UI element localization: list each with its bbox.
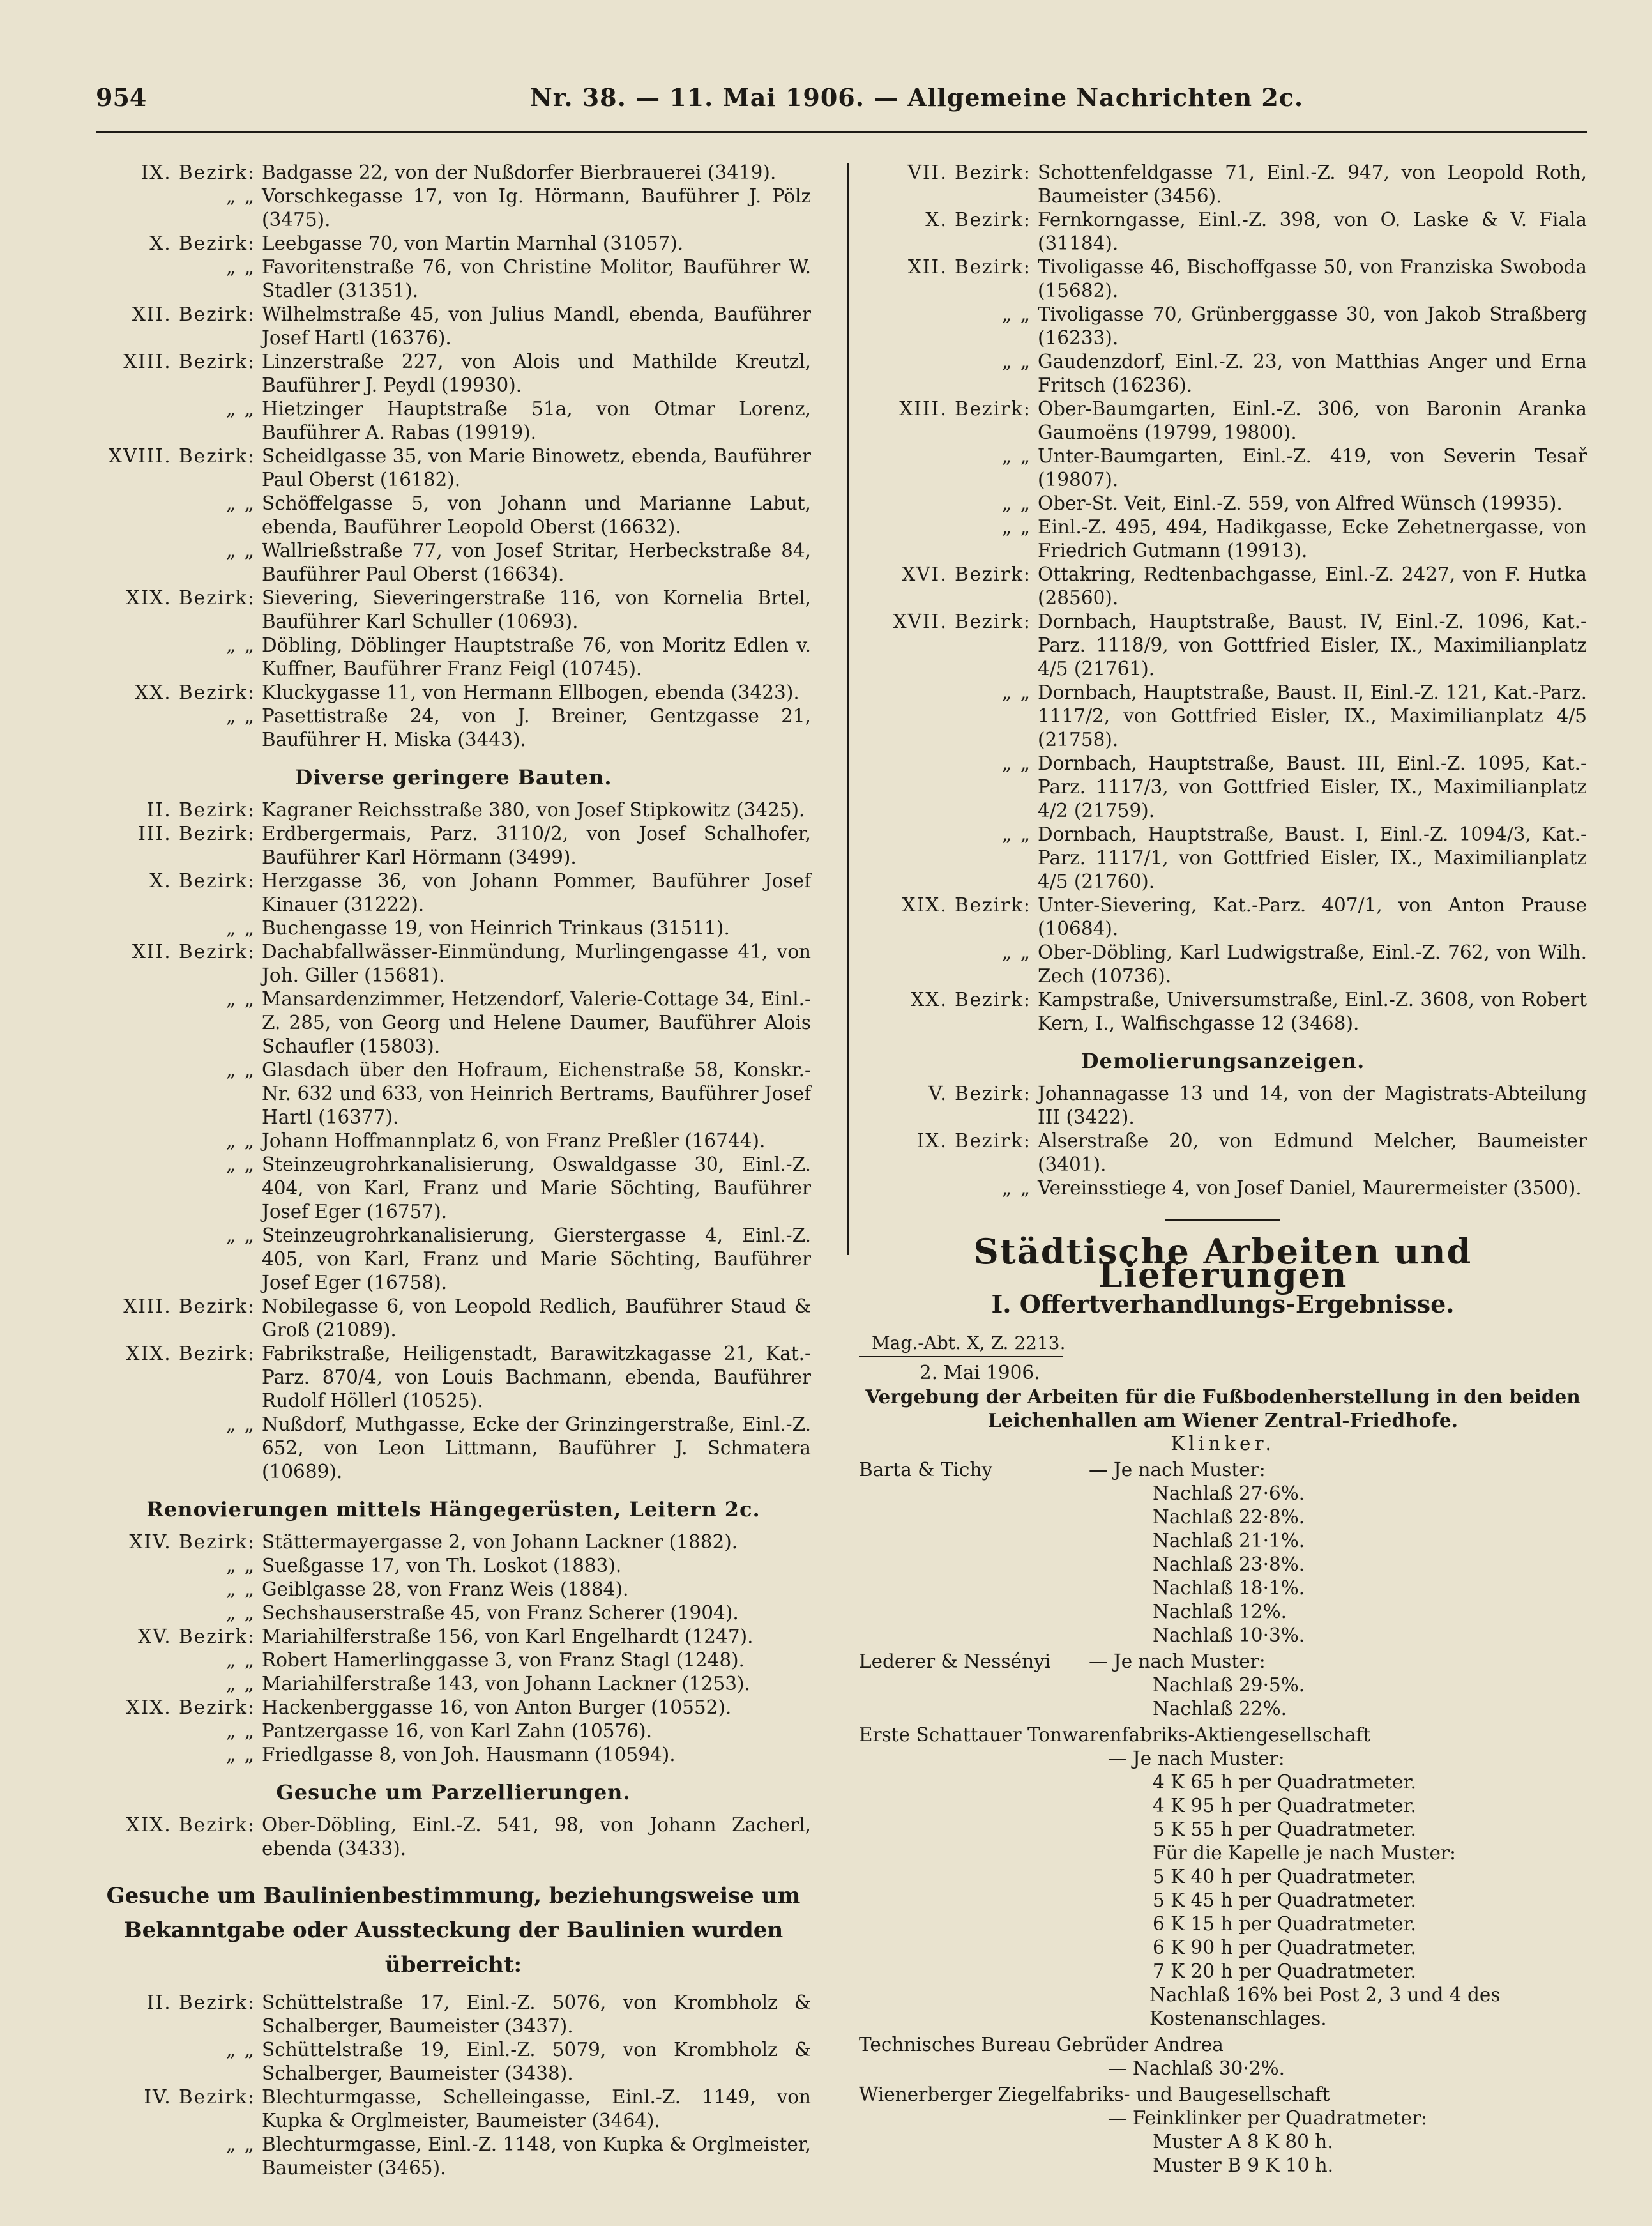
list-item: XVIII. Bezirk: Scheidlgasse 35, von Marie Binowetz, ebenda, Bauführer Paul Oberst (16182). bbox=[108, 445, 811, 491]
bidder bbox=[859, 1458, 1587, 1482]
section-heading: Diverse geringere Bauten. bbox=[294, 765, 612, 789]
offer-line: Nachlaß 22·8%. bbox=[1153, 1506, 1305, 1528]
offer-line: Nachlaß 22%. bbox=[1153, 1698, 1287, 1719]
list-item: „ „ Tivoligasse 70, Grünberggasse 30, von Jakob Straßberg (16233). bbox=[1002, 303, 1587, 349]
bidder-name: Lederer & Nessényi bbox=[859, 1650, 1051, 1672]
section-heading: Gesuche um Baulinienbestimmung, beziehungsweise um Bekanntgabe oder Aussteckung der Baulinien wurden überreicht: bbox=[106, 1883, 801, 1978]
list-item: „ „ Sechshauserstraße 45, von Franz Scherer (1904). bbox=[226, 1602, 739, 1624]
list-item: XIX. Bezirk: Hackenberggasse 16, von Anton Burger (10552). bbox=[126, 1696, 732, 1718]
offer-line: 5 K 40 h per Quadratmeter. bbox=[1153, 1866, 1416, 1887]
offer-line: 5 K 45 h per Quadratmeter. bbox=[1153, 1889, 1416, 1911]
divider bbox=[859, 1356, 1063, 1357]
offer-line: 7 K 20 h per Quadratmeter. bbox=[1153, 1960, 1416, 1982]
list-item: XIV. Bezirk: Stättermayergasse 2, von Johann Lackner (1882). bbox=[129, 1531, 738, 1553]
section-heading: Demolierungsanzeigen. bbox=[1080, 1049, 1365, 1073]
offer-line: Nachlaß 29·5%. bbox=[1153, 1674, 1305, 1696]
list-item: „ „ Mansardenzimmer, Hetzendorf, Valerie-Cottage 34, Einl.-Z. 285, von Georg und Helene Daumer, Bauführer Alois Schaufler (15803). bbox=[226, 988, 811, 1057]
list-item: XX. Bezirk: Kluckygasse 11, von Hermann Ellbogen, ebenda (3423). bbox=[135, 682, 799, 703]
list-item: „ „ Dornbach, Hauptstraße, Baust. I, Einl.-Z. 1094/3, Kat.-Parz. 1117/1, von Gottfried Eisler, IX., Maximilianplatz 4/5 (21760). bbox=[1002, 823, 1587, 892]
offer-line: Muster B 9 K 10 h. bbox=[1153, 2154, 1334, 2176]
offer-line: Für die Kapelle je nach Muster: bbox=[1153, 1842, 1456, 1864]
list-item: „ „ Johann Hoffmannplatz 6, von Franz Preßler (16744). bbox=[226, 1130, 766, 1152]
list-item: „ „ Favoritenstraße 76, von Christine Molitor, Bauführer W. Stadler (31351). bbox=[226, 256, 811, 301]
list-item: XIII. Bezirk: Nobilegasse 6, von Leopold Redlich, Bauführer Staud & Groß (21089). bbox=[123, 1295, 811, 1341]
offer-line: Nachlaß 23·8%. bbox=[1153, 1553, 1305, 1575]
offer-line: Nachlaß 10·3%. bbox=[1153, 1624, 1305, 1646]
category-label: Klinker. bbox=[1171, 1433, 1275, 1454]
offer-note: Nachlaß 16% bei Post 2, 3 und 4 des Kostenanschlages. bbox=[1149, 1984, 1501, 2029]
list-item: XIX. Bezirk: Sievering, Sieveringerstraße 116, von Kornelia Brtel, Bauführer Karl Schuller (10693). bbox=[126, 587, 811, 632]
column-divider bbox=[847, 163, 849, 1255]
list-item: XIX. Bezirk: Unter-Sievering, Kat.-Parz. 407/1, von Anton Prause (10684). bbox=[902, 894, 1587, 940]
list-item: XII. Bezirk: Tivoligasse 46, Bischoffgasse 50, von Franziska Swoboda (15682). bbox=[907, 256, 1587, 301]
list-item: IX. Bezirk: Alserstraße 20, von Edmund Melcher, Baumeister (3401). bbox=[916, 1130, 1587, 1175]
list-item: „ „ Geiblgasse 28, von Franz Weis (1884). bbox=[226, 1578, 629, 1600]
bidder-offer: — Feinklinker per Quadratmeter: bbox=[1108, 2107, 1427, 2129]
list-item: XV. Bezirk: Mariahilferstraße 156, von Karl Engelhardt (1247). bbox=[138, 1626, 754, 1647]
section-heading: Renovierungen mittels Hängegerüsten, Leitern 2c. bbox=[146, 1497, 761, 1521]
list-item: X. Bezirk: Fernkorngasse, Einl.-Z. 398, von O. Laske & V. Fiala (31184). bbox=[925, 209, 1587, 254]
list-item: IV. Bezirk: Blechturmgasse, Schelleingasse, Einl.-Z. 1149, von Kupka & Orglmeister, Baumeister (3464). bbox=[144, 2086, 811, 2131]
list-item: „ „ Vereinsstiege 4, von Josef Daniel, Maurermeister (3500). bbox=[1002, 1177, 1582, 1199]
bidder-name: Wienerberger Ziegelfabriks- und Baugesellschaft bbox=[859, 2084, 1330, 2105]
offer-line: Nachlaß 18·1%. bbox=[1153, 1577, 1305, 1599]
list-item: X. Bezirk: Leebgasse 70, von Martin Marnhal (31057). bbox=[149, 233, 684, 254]
right-column bbox=[859, 161, 1587, 2177]
list-item: „ „ Unter-Baumgarten, Einl.-Z. 419, von Severin Tesař (19807). bbox=[1002, 445, 1587, 491]
list-item: „ „ Nußdorf, Muthgasse, Ecke der Grinzingerstraße, Einl.-Z. 652, von Leon Littmann, Bauführer J. Schmatera (10689). bbox=[226, 1414, 811, 1483]
list-item: „ „ Glasdach über den Hofraum, Eichenstraße 58, Konskr.-Nr. 632 und 633, von Heinrich Bertrams, Bauführer Josef Hartl (16377). bbox=[226, 1059, 811, 1128]
bidder-name: Technisches Bureau Gebrüder Andrea bbox=[859, 2034, 1224, 2055]
list-item: „ „ Ober-St. Veit, Einl.-Z. 559, von Alfred Wünsch (19935). bbox=[1002, 492, 1563, 514]
bidder-offer: — Je nach Muster: bbox=[1108, 1748, 1285, 1769]
offer-line: 6 K 15 h per Quadratmeter. bbox=[1153, 1913, 1416, 1935]
award-title: Vergebung der Arbeiten für die Fußbodenherstellung in den beiden Leichenhallen am Wiener Zentral-Friedhofe. bbox=[865, 1385, 1580, 1431]
list-item: IX. Bezirk: Badgasse 22, von der Nußdorfer Bierbrauerei (3419). bbox=[140, 162, 777, 183]
list-item: XIX. Bezirk: Ober-Döbling, Einl.-Z. 541, 98, von Johann Zacherl, ebenda (3433). bbox=[126, 1814, 811, 1859]
list-item: „ „ Vorschkegasse 17, von Ig. Hörmann, Bauführer J. Pölz (3475). bbox=[226, 185, 811, 231]
list-item: „ „ Steinzeugrohrkanalisierung, Oswaldgasse 30, Einl.-Z. 404, von Karl, Franz und Marie Söchting, Bauführer Josef Eger (16757). bbox=[226, 1154, 811, 1223]
list-item: III. Bezirk: Erdbergermais, Parz. 3110/2, von Josef Schalhofer, Bauführer Karl Hörmann (3499). bbox=[138, 823, 811, 868]
section-title: Städtische Arbeiten und Lieferungen bbox=[973, 1231, 1473, 1295]
list-item: „ „ Friedlgasse 8, von Joh. Hausmann (10594). bbox=[226, 1744, 676, 1765]
list-item: „ „ Hietzinger Hauptstraße 51a, von Otmar Lorenz, Bauführer A. Rabas (19919). bbox=[226, 398, 811, 443]
offer-line: 5 K 55 h per Quadratmeter. bbox=[1153, 1818, 1416, 1840]
date: 2. Mai 1906. bbox=[920, 1362, 1040, 1384]
list-item: „ „ Pasettistraße 24, von J. Breiner, Gentzgasse 21, Bauführer H. Miska (3443). bbox=[226, 705, 811, 751]
list-item: XX. Bezirk: Kampstraße, Universumstraße, Einl.-Z. 3608, von Robert Kern, I., Walfischgasse 12 (3468). bbox=[911, 989, 1587, 1034]
bidder bbox=[859, 1650, 1587, 1673]
page-header bbox=[96, 77, 1584, 128]
list-item: XIII. Bezirk: Linzerstraße 227, von Alois und Mathilde Kreutzl, Bauführer J. Peydl (19930). bbox=[123, 351, 811, 396]
section-subtitle: I. Offertverhandlungs-Ergebnisse. bbox=[991, 1290, 1455, 1318]
list-item: „ „ Wallrießstraße 77, von Josef Stritar, Herbeckstraße 84, Bauführer Paul Oberst (16634). bbox=[226, 540, 811, 585]
list-item: „ „ Schüttelstraße 19, Einl.-Z. 5079, von Krombholz & Schalberger, Baumeister (3438). bbox=[226, 2039, 811, 2084]
offer-line: Nachlaß 12%. bbox=[1153, 1601, 1287, 1622]
offer-line: Nachlaß 21·1%. bbox=[1153, 1530, 1305, 1551]
reference-number: Mag.-Abt. X, Z. 2213. bbox=[872, 1332, 1066, 1353]
list-item: VII. Bezirk: Schottenfeldgasse 71, Einl.-Z. 947, von Leopold Roth, Baumeister (3456). bbox=[907, 162, 1587, 207]
list-item: XVII. Bezirk: Dornbach, Hauptstraße, Baust. IV, Einl.-Z. 1096, Kat.-Parz. 1118/9, von Gottfried Eisler, IX., Maximilianplatz 4/5 (21761). bbox=[893, 611, 1587, 680]
list-item: „ „ Dornbach, Hauptstraße, Baust. II, Einl.-Z. 121, Kat.-Parz. 1117/2, von Gottfried Eisler, IX., Maximilianplatz 4/5 (21758). bbox=[1002, 682, 1587, 751]
list-item: II. Bezirk: Kagraner Reichsstraße 380, von Josef Stipkowitz (3425). bbox=[146, 799, 805, 821]
offer-line: 6 K 90 h per Quadratmeter. bbox=[1153, 1937, 1416, 1958]
list-item: XVI. Bezirk: Ottakring, Redtenbachgasse, Einl.-Z. 2427, von F. Hutka (28560). bbox=[902, 563, 1587, 609]
page-title: Nr. 38. — 11. Mai 1906. — Allgemeine Nachrichten 2c. bbox=[530, 83, 1304, 112]
list-item: X. Bezirk: Herzgasse 36, von Johann Pommer, Bauführer Josef Kinauer (31222). bbox=[149, 870, 811, 915]
offer-line: 4 K 65 h per Quadratmeter. bbox=[1153, 1771, 1416, 1793]
section-heading: Gesuche um Parzellierungen. bbox=[276, 1780, 631, 1804]
bidder-name: Erste Schattauer Tonwarenfabriks-Aktiengesellschaft bbox=[859, 1724, 1371, 1746]
bidder-offer: — Nachlaß 30·2%. bbox=[1108, 2057, 1285, 2079]
list-item: XII. Bezirk: Wilhelmstraße 45, von Julius Mandl, ebenda, Bauführer Josef Hartl (16376). bbox=[132, 303, 811, 349]
list-item: „ „ Sueßgasse 17, von Th. Loskot (1883). bbox=[226, 1555, 622, 1576]
list-item: „ „ Blechturmgasse, Einl.-Z. 1148, von Kupka & Orglmeister, Baumeister (3465). bbox=[226, 2133, 812, 2179]
divider bbox=[1165, 1219, 1280, 1221]
list-item: „ „ Pantzergasse 16, von Karl Zahn (10576). bbox=[226, 1720, 652, 1742]
offer-line: Nachlaß 27·6%. bbox=[1153, 1483, 1305, 1504]
list-item: „ „ Steinzeugrohrkanalisierung, Gierstergasse 4, Einl.-Z. 405, von Karl, Franz und Marie Söchting, Bauführer Josef Eger (16758). bbox=[226, 1224, 811, 1293]
list-item: „ „ Mariahilferstraße 143, von Johann Lackner (1253). bbox=[226, 1673, 750, 1695]
list-item: „ „ Dornbach, Hauptstraße, Baust. III, Einl.-Z. 1095, Kat.-Parz. 1117/3, von Gottfried Eisler, IX., Maximilianplatz 4/2 (21759). bbox=[1002, 752, 1587, 821]
list-item: „ „ Robert Hamerlinggasse 3, von Franz Stagl (1248). bbox=[226, 1649, 745, 1671]
list-item: „ „ Schöffelgasse 5, von Johann und Marianne Labut, ebenda, Bauführer Leopold Oberst (16632). bbox=[226, 492, 811, 538]
bidder-name: Barta & Tichy bbox=[859, 1459, 993, 1481]
offer-line: Muster A 8 K 80 h. bbox=[1153, 2131, 1333, 2153]
list-item: „ „ Ober-Döbling, Karl Ludwigstraße, Einl.-Z. 762, von Wilh. Zech (10736). bbox=[1002, 941, 1587, 987]
list-item: „ „ Buchengasse 19, von Heinrich Trinkaus (31511). bbox=[226, 917, 730, 939]
list-item: XIX. Bezirk: Fabrikstraße, Heiligenstadt, Barawitzkagasse 21, Kat.-Parz. 870/4, von Louis Bachmann, ebenda, Bauführer Rudolf Höllerl (10525). bbox=[126, 1343, 811, 1412]
header-rule bbox=[96, 131, 1587, 133]
list-item: V. Bezirk: Johannagasse 13 und 14, von der Magistrats-Abteilung III (3422). bbox=[928, 1083, 1587, 1128]
list-item: II. Bezirk: Schüttelstraße 17, Einl.-Z. 5076, von Krombholz & Schalberger, Baumeister (3437). bbox=[146, 1992, 811, 2037]
list-item: „ „ Einl.-Z. 495, 494, Hadikgasse, Ecke Zehetnergasse, von Friedrich Gutmann (19913). bbox=[1002, 516, 1587, 561]
left-column bbox=[96, 161, 811, 2180]
page-number: 954 bbox=[96, 83, 147, 112]
bidder-offer: — Je nach Muster: bbox=[1089, 1459, 1266, 1481]
offer-line: 4 K 95 h per Quadratmeter. bbox=[1153, 1795, 1416, 1817]
list-item: XIII. Bezirk: Ober-Baumgarten, Einl.-Z. 306, von Baronin Aranka Gaumoëns (19799, 19800). bbox=[899, 398, 1587, 443]
list-item: XII. Bezirk: Dachabfallwässer-Einmündung, Murlingengasse 41, von Joh. Giller (15681). bbox=[132, 941, 811, 986]
bidder-offer: — Je nach Muster: bbox=[1089, 1650, 1266, 1672]
list-item: „ „ Döbling, Döblinger Hauptstraße 76, von Moritz Edlen v. Kuffner, Bauführer Franz Feigl (10745). bbox=[226, 634, 811, 680]
list-item: „ „ Gaudenzdorf, Einl.-Z. 23, von Matthias Anger und Erna Fritsch (16236). bbox=[1002, 351, 1587, 396]
